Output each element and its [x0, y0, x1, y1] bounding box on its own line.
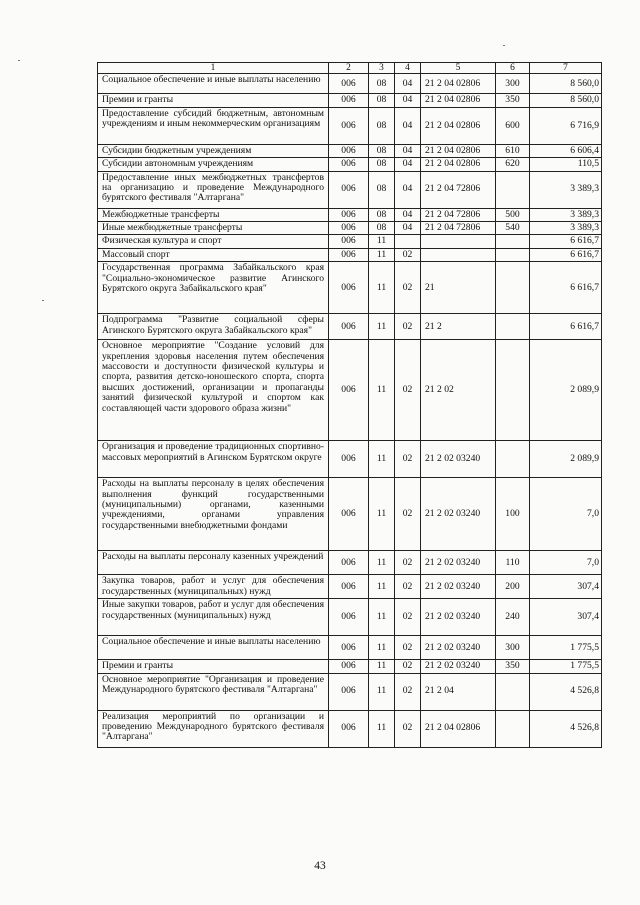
expense-type-code: 600 [496, 107, 530, 144]
ministry-code: 006 [329, 158, 369, 171]
subsection-code: 04 [395, 222, 421, 235]
section-code: 11 [369, 673, 395, 710]
ministry-code: 006 [329, 673, 369, 710]
header-cell: 7 [530, 63, 602, 74]
section-code: 11 [369, 551, 395, 575]
table-row [98, 208, 602, 221]
row-name: Субсидии автономным учреждениям [98, 158, 329, 171]
target-article-code: 21 [421, 262, 496, 314]
target-article-code: 21 2 02 03240 [421, 441, 496, 478]
table-row [98, 441, 602, 478]
ministry-code: 006 [329, 107, 369, 144]
expense-type-code [496, 441, 530, 478]
section-code: 08 [369, 158, 395, 171]
target-article-code: 21 2 02 03240 [421, 636, 496, 660]
section-code: 11 [369, 636, 395, 660]
row-name: Предоставление иных межбюджетных трансфертов на организацию и проведение Международного бурятского фестиваля "Алтаргана" [98, 171, 329, 208]
row-name: Социальное обеспечение и иные выплаты населению [98, 636, 329, 660]
expense-type-code [496, 171, 530, 208]
target-article-code: 21 2 02 03240 [421, 575, 496, 599]
expense-type-code: 350 [496, 660, 530, 673]
amount: 6 606,4 [530, 144, 602, 157]
section-code: 11 [369, 575, 395, 599]
section-code: 08 [369, 144, 395, 157]
ministry-code: 006 [329, 636, 369, 660]
scan-speck [18, 60, 20, 61]
page-number: 43 [314, 860, 326, 872]
amount: 8 560,0 [530, 94, 602, 107]
header-cell: 2 [329, 63, 369, 74]
table-row [98, 235, 602, 248]
amount: 1 775,5 [530, 636, 602, 660]
target-article-code: 21 2 04 02806 [421, 144, 496, 157]
subsection-code: 02 [395, 660, 421, 673]
amount: 4 526,8 [530, 710, 602, 747]
section-code: 11 [369, 340, 395, 441]
ministry-code: 006 [329, 314, 369, 340]
table-row [98, 636, 602, 660]
target-article-code: 21 2 04 72806 [421, 222, 496, 235]
table-row [98, 262, 602, 314]
table-row [98, 673, 602, 710]
row-name: Физическая культура и спорт [98, 235, 329, 248]
amount: 6 616,7 [530, 262, 602, 314]
amount: 110,5 [530, 158, 602, 171]
amount: 307,4 [530, 575, 602, 599]
target-article-code: 21 2 04 02806 [421, 710, 496, 747]
row-name: Организация и проведение традиционных спортивно-массовых мероприятий в Агинском Бурятском округе [98, 441, 329, 478]
amount: 6 616,7 [530, 314, 602, 340]
row-name: Премии и гранты [98, 660, 329, 673]
expense-type-code: 110 [496, 551, 530, 575]
target-article-code: 21 2 02 03240 [421, 478, 496, 551]
section-code: 11 [369, 262, 395, 314]
row-name: Субсидии бюджетным учреждениям [98, 144, 329, 157]
section-code: 11 [369, 314, 395, 340]
header-cell: 1 [98, 63, 329, 74]
table-row [98, 144, 602, 157]
budget-table [97, 62, 602, 748]
ministry-code: 006 [329, 441, 369, 478]
table-row [98, 158, 602, 171]
row-name: Предоставление субсидий бюджетным, автономным учреждениям и иным некоммерческим организациям [98, 107, 329, 144]
row-name: Основное мероприятие "Организация и проведение Международного бурятского фестиваля "Алтаргана" [98, 673, 329, 710]
target-article-code: 21 2 02 [421, 340, 496, 441]
subsection-code: 04 [395, 208, 421, 221]
row-name: Премии и гранты [98, 94, 329, 107]
section-code: 11 [369, 478, 395, 551]
header-cell: 4 [395, 63, 421, 74]
amount: 3 389,3 [530, 171, 602, 208]
table-row [98, 314, 602, 340]
target-article-code: 21 2 04 02806 [421, 94, 496, 107]
ministry-code: 006 [329, 710, 369, 747]
section-code: 08 [369, 222, 395, 235]
expense-type-code [496, 235, 530, 248]
target-article-code: 21 2 04 02806 [421, 158, 496, 171]
table-row [98, 107, 602, 144]
target-article-code [421, 235, 496, 248]
target-article-code: 21 2 04 72806 [421, 208, 496, 221]
section-code: 11 [369, 235, 395, 248]
table-row [98, 599, 602, 636]
row-name: Основное мероприятие "Создание условий для укрепления здоровья населения путем обеспечения массовости и доступности физической культуры и спорта, развития детско-юношеского спорта, спорта высших достижений, организации и пропаганды занятий физической культурой и спортом как составляющей части здорового образа жизни" [98, 340, 329, 441]
subsection-code: 04 [395, 171, 421, 208]
table-row [98, 94, 602, 107]
section-code: 11 [369, 710, 395, 747]
subsection-code: 02 [395, 636, 421, 660]
target-article-code: 21 2 04 02806 [421, 107, 496, 144]
subsection-code: 02 [395, 673, 421, 710]
table-row [98, 248, 602, 261]
table-row [98, 340, 602, 441]
ministry-code: 006 [329, 262, 369, 314]
scan-speck [42, 300, 44, 301]
subsection-code: 02 [395, 340, 421, 441]
subsection-code [395, 235, 421, 248]
subsection-code: 02 [395, 551, 421, 575]
table-row [98, 575, 602, 599]
subsection-code: 02 [395, 710, 421, 747]
target-article-code: 21 2 [421, 314, 496, 340]
row-name: Реализация мероприятий по организации и проведению Международного бурятского фестиваля "Алтаргана" [98, 710, 329, 747]
target-article-code: 21 2 02 03240 [421, 551, 496, 575]
subsection-code: 02 [395, 314, 421, 340]
section-code: 11 [369, 248, 395, 261]
header-row [98, 63, 602, 74]
ministry-code: 006 [329, 478, 369, 551]
row-name: Государственная программа Забайкальского края "Социально-экономическое развитие Агинского Бурятского округа Забайкальского края" [98, 262, 329, 314]
amount: 1 775,5 [530, 660, 602, 673]
subsection-code: 04 [395, 107, 421, 144]
subsection-code: 02 [395, 441, 421, 478]
subsection-code: 02 [395, 262, 421, 314]
target-article-code: 21 2 04 [421, 673, 496, 710]
amount: 3 389,3 [530, 208, 602, 221]
amount: 6 716,9 [530, 107, 602, 144]
section-code: 08 [369, 94, 395, 107]
expense-type-code: 610 [496, 144, 530, 157]
amount: 2 089,9 [530, 340, 602, 441]
amount: 8 560,0 [530, 74, 602, 94]
table-row [98, 74, 602, 94]
expense-type-code: 350 [496, 94, 530, 107]
row-name: Расходы на выплаты персоналу казенных учреждений [98, 551, 329, 575]
ministry-code: 006 [329, 660, 369, 673]
expense-type-code [496, 340, 530, 441]
table-row [98, 710, 602, 747]
row-name: Закупка товаров, работ и услуг для обеспечения государственных (муниципальных) нужд [98, 575, 329, 599]
ministry-code: 006 [329, 208, 369, 221]
section-code: 08 [369, 74, 395, 94]
amount: 7,0 [530, 478, 602, 551]
ministry-code: 006 [329, 599, 369, 636]
section-code: 08 [369, 208, 395, 221]
subsection-code: 04 [395, 74, 421, 94]
ministry-code: 006 [329, 94, 369, 107]
section-code: 08 [369, 107, 395, 144]
subsection-code: 02 [395, 478, 421, 551]
header-cell: 3 [369, 63, 395, 74]
subsection-code: 04 [395, 144, 421, 157]
expense-type-code: 240 [496, 599, 530, 636]
scan-speck [503, 45, 505, 46]
target-article-code: 21 2 02 03240 [421, 599, 496, 636]
ministry-code: 006 [329, 340, 369, 441]
expense-type-code: 540 [496, 222, 530, 235]
section-code: 11 [369, 660, 395, 673]
ministry-code: 006 [329, 171, 369, 208]
section-code: 08 [369, 171, 395, 208]
amount: 6 616,7 [530, 235, 602, 248]
row-name: Межбюджетные трансферты [98, 208, 329, 221]
target-article-code [421, 248, 496, 261]
ministry-code: 006 [329, 575, 369, 599]
ministry-code: 006 [329, 248, 369, 261]
ministry-code: 006 [329, 144, 369, 157]
expense-type-code [496, 262, 530, 314]
expense-type-code: 200 [496, 575, 530, 599]
table-row [98, 222, 602, 235]
amount: 4 526,8 [530, 673, 602, 710]
expense-type-code: 500 [496, 208, 530, 221]
table-row [98, 171, 602, 208]
subsection-code: 04 [395, 94, 421, 107]
target-article-code: 21 2 02 03240 [421, 660, 496, 673]
header-cell: 5 [421, 63, 496, 74]
subsection-code: 02 [395, 599, 421, 636]
row-name: Подпрограмма "Развитие социальной сферы Агинского Бурятского округа Забайкальского края" [98, 314, 329, 340]
amount: 3 389,3 [530, 222, 602, 235]
subsection-code: 02 [395, 575, 421, 599]
row-name: Иные межбюджетные трансферты [98, 222, 329, 235]
table-row [98, 551, 602, 575]
expense-type-code: 620 [496, 158, 530, 171]
expense-type-code: 300 [496, 74, 530, 94]
amount: 7,0 [530, 551, 602, 575]
target-article-code: 21 2 04 72806 [421, 171, 496, 208]
subsection-code: 02 [395, 248, 421, 261]
row-name: Социальное обеспечение и иные выплаты населению [98, 74, 329, 94]
section-code: 11 [369, 441, 395, 478]
expense-type-code [496, 248, 530, 261]
amount: 307,4 [530, 599, 602, 636]
table-row [98, 660, 602, 673]
row-name: Массовый спорт [98, 248, 329, 261]
expense-type-code [496, 673, 530, 710]
subsection-code: 04 [395, 158, 421, 171]
expense-type-code [496, 314, 530, 340]
row-name: Иные закупки товаров, работ и услуг для обеспечения государственных (муниципальных) нужд [98, 599, 329, 636]
ministry-code: 006 [329, 551, 369, 575]
ministry-code: 006 [329, 74, 369, 94]
amount: 2 089,9 [530, 441, 602, 478]
amount: 6 616,7 [530, 248, 602, 261]
expense-type-code: 300 [496, 636, 530, 660]
ministry-code: 006 [329, 222, 369, 235]
ministry-code: 006 [329, 235, 369, 248]
row-name: Расходы на выплаты персоналу в целях обеспечения выполнения функций государственными (муниципальными) органами, казенными учреждениями, органами управления государственными внебюджетными фондами [98, 478, 329, 551]
table-row [98, 478, 602, 551]
expense-type-code [496, 710, 530, 747]
expense-type-code: 100 [496, 478, 530, 551]
header-cell: 6 [496, 63, 530, 74]
section-code: 11 [369, 599, 395, 636]
target-article-code: 21 2 04 02806 [421, 74, 496, 94]
